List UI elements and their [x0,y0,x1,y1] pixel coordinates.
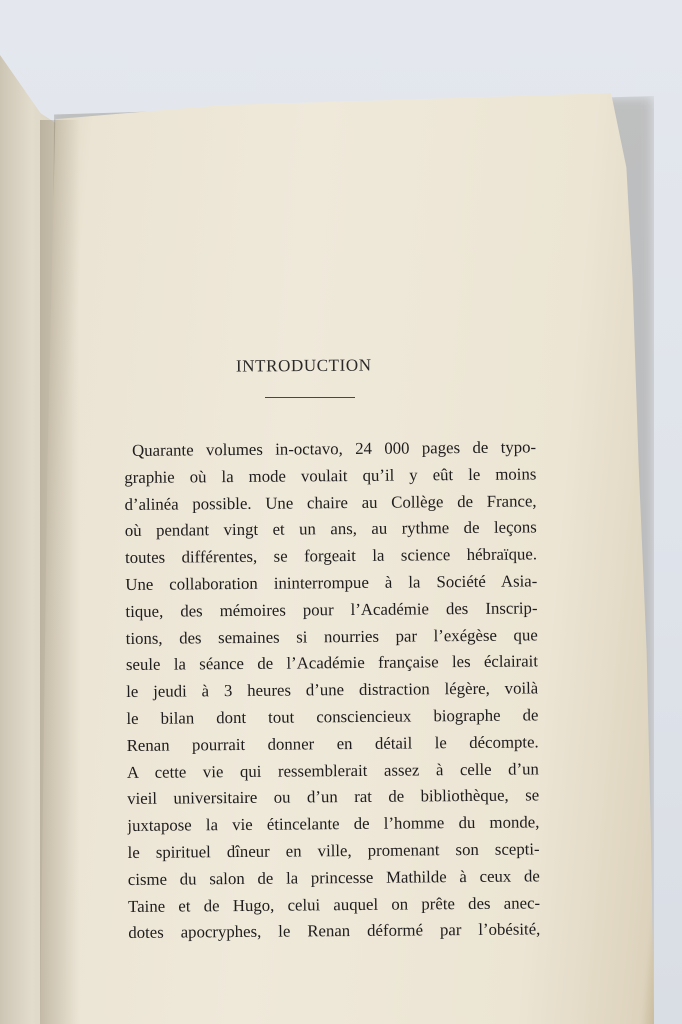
text-line: d’alinéa possible. Une chaire au Collège de France, [124,490,537,514]
text-line: graphie où la mode voulait qu’il y eût le moins [124,464,537,487]
text-line: dotes apocryphes, le Renan déformé par l’obésité, [128,919,541,943]
text-line: juxtapose la vie étincelante de l’homme du monde, [127,812,540,836]
text-line: vieil universitaire ou d’un rat de bibliothèque, se [127,785,540,809]
chapter-title: INTRODUCTION [235,355,372,376]
text-line: où pendant vingt et un ans, au rythme de leçons [124,517,537,541]
text-line: tique, des mémoires pour l’Académie des Inscrip- [125,598,538,621]
text-line: le bilan dont tout consciencieux biographe de [126,705,539,728]
text-line: Une collaboration ininterrompue à la Société Asia- [125,571,538,594]
text-line: toutes différentes, se forgeait la science hébraïque. [124,544,538,568]
text-line: seule la séance de l’Académie française les éclairait [125,651,539,675]
text-line: le jeudi à 3 heures d’une distraction légère, voilà [126,678,539,702]
text-line: Quarante volumes in-octavo, 24 000 pages de typo- [132,437,537,460]
text-line: tions, des semaines si nourries par l’exégèse que [125,624,538,648]
text-line: cisme du salon de la princesse Mathilde à ceux de [127,866,540,889]
text-line: Renan pourrait donner en détail le décompte. [126,732,539,755]
text-line: le spirituel dîneur en ville, promenant son scepti- [127,839,540,862]
text-line: A cette vie qui ressemblerait assez à celle d’un [126,758,539,782]
body-paragraph [124,434,540,947]
text-line: Taine et de Hugo, celui auquel on prête des anec- [128,892,541,916]
title-rule [265,397,355,398]
